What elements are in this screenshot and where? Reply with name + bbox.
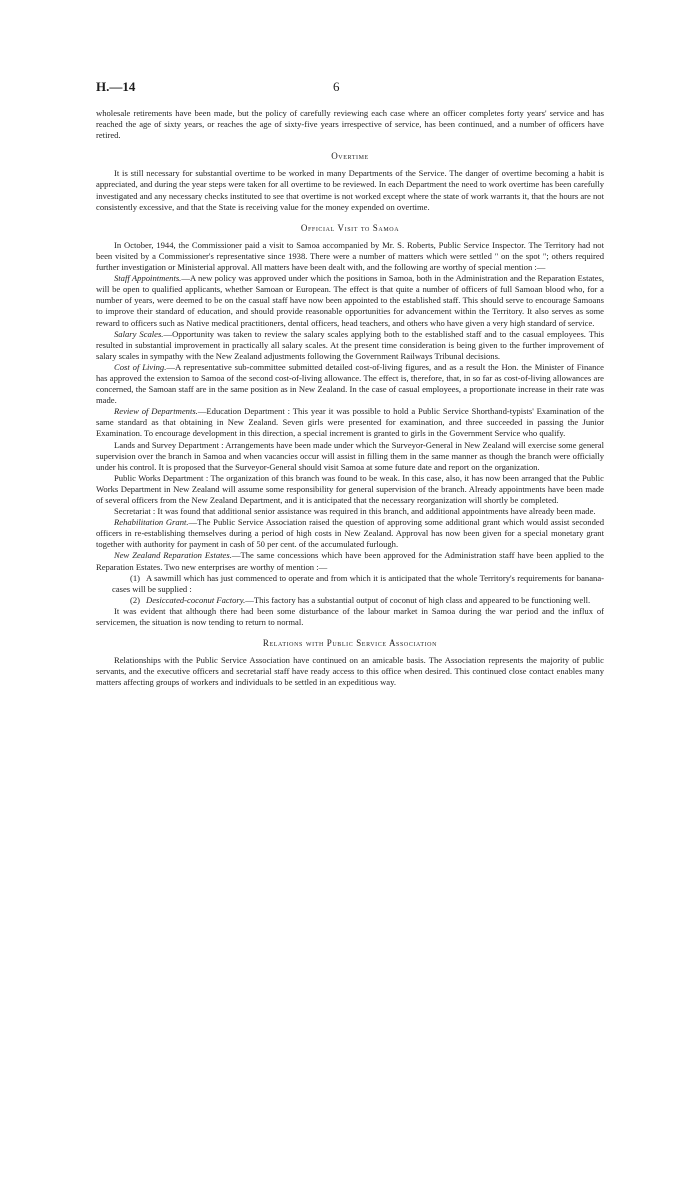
samoa-closing-paragraph: It was evident that although there had been some disturbance of the labour market in Samoa during the war period and the influx of servicemen, the situation is now tending to return to normal. [96,605,604,628]
cost-of-living-paragraph [96,362,604,406]
list-item [96,595,604,606]
lands-survey-paragraph: Lands and Survey Department : Arrangements have been made under which the Surveyor-General in New Zealand will exercise some general supervision over the branch in Samoa and when vacancies occur will assist in filling them in the same manner as though the branch were officially under his control. It is proposed that the Surveyor-General should visit Samoa at some future date and report on the organization. [96,439,604,472]
samoa-intro-paragraph: In October, 1944, the Commissioner paid a visit to Samoa accompanied by Mr. S. Roberts, Public Service Inspector. The Territory had not been visited by a Commissioner's representative since 1938. There were a number of matters which were settled " on the spot "; others required further investigation or Ministerial approval. All matters have been dealt with, and the following are worthy of special mention :— [96,239,604,273]
salary-scales-text: —Opportunity was taken to review the salary scales applying both to the established staff and to the casual employees. This resulted in substantial improvement in practically all salary scales. At the present time consideration is being given to the further improvement of salary scales in sympathy with the New Zealand adjustments following the Government Railways Tribunal decisions. [96,328,604,361]
samoa-heading: Official Visit to Samoa [300,222,400,233]
list-item [96,573,604,595]
rehabilitation-grant-text: —The Public Service Association raised the question of approving some additional grant which would assist seconded officers in re-establishing themselves during a period of high costs in New Zealand. Approval has now been given for a special monetary grant together with authority for payment in cash of 50 per cent. of the accumulated furlough. [96,517,605,550]
reparation-estates-text: —The same concessions which have been approved for the Administration staff have been applied to the Reparation Estates. Two new enterprises are worthy of mention :— [96,550,604,572]
page-number: 6 [333,79,340,94]
psa-heading: Relations with Public Service Association [262,638,438,649]
list-item-title: Desiccated-coconut Factory. [146,594,246,605]
rehabilitation-grant-title: Rehabilitation Grant. [114,517,189,528]
document-body [96,108,604,689]
list-marker: (1) [130,572,141,583]
staff-appointments-paragraph [96,273,604,328]
public-works-paragraph: Public Works Department : The organization of this branch was found to be weak. In this case, also, it has now been arranged that the Public Works Department in New Zealand will assume some responsibility for general supervision of the branch. Already appointments have been made of several officers from the New Zealand Department, and it is anticipated that the necessary reorganization will shortly be completed. [96,472,604,505]
overtime-heading: Overtime [331,151,369,162]
salary-scales-title: Salary Scales. [114,328,164,339]
page-header [96,79,604,97]
report-reference: H.—14 [96,79,136,94]
rehabilitation-grant-paragraph [96,517,604,550]
cost-of-living-title: Cost of Living. [114,361,167,372]
cost-of-living-text: —A representative sub-committee submitted detailed cost-of-living figures, and as a result the Hon. the Minister of Finance has approved the extension to Samoa of the second cost-of-living allowance. The effect is, therefore, that, in so far as cost-of-living allowances are concerned, the Samoan staff are in the same position as in New Zealand. In the case of casual employees, a proportionate increase in their rate was made. [96,361,604,406]
overtime-paragraph: It is still necessary for substantial overtime to be worked in many Departments of the Service. The danger of overtime becoming a habit is appreciated, and during the year steps were taken for all overtime to be reviewed. In each Department the need to work overtime has been carefully investigated and any necessary checks instituted to see that overtime is not worked except where the state of work warrants it, that the hours are not consistently excessive, and that the State is receiving value for the money expended on overtime. [96,168,604,212]
reparation-estates-paragraph [96,550,604,572]
salary-scales-paragraph [96,329,604,362]
secretariat-paragraph: Secretariat : It was found that additional senior assistance was required in this branch, and additional appointments have already been made. [114,506,596,517]
review-departments-paragraph [96,406,604,439]
staff-appointments-title: Staff Appointments. [114,273,182,284]
review-departments-text: —Education Department : This year it was possible to hold a Public Service Shorthand-typists' Examination of the same standard as that obtaining in New Zealand. Seven girls were presented for examination, and three succeeded in passing the Junior Examination. To encourage development in this direction, a special increment is granted to girls in the Government Service who qualify. [96,406,604,439]
staff-appointments-text: —A new policy was approved under which the positions in Samoa, both in the Administration and the Reparation Estates, will be open to qualified applicants, whether Samoan or European. The effect is that quite a number of officers of full Samoan blood who, for a number of years, were deemed to be on the casual staff have now been appointed to the established staff. This should serve to encourage Samoans to improve their standard of education, and should provide reasonable opportunities for advancement within the Territory. It also serves as some reward to officers such as Native medical practitioners, dental officers, head teachers, and others who have given a very high standard of service. [96,273,604,328]
intro-paragraph: wholesale retirements have been made, but the policy of carefully reviewing each case where an officer completes forty years' service and has reached the age of sixty years, or reaches the age of sixty-five years irrespective of service, has been continued, and a number of officers have retired. [96,108,604,141]
review-departments-title: Review of Departments. [114,406,198,417]
reparation-estates-title: New Zealand Reparation Estates. [114,550,232,561]
list-marker: (2) [130,594,141,605]
list-item-text: A sawmill which has just commenced to operate and from which it is anticipated that the whole Territory's requirements for banana-cases will be supplied : [112,572,604,594]
list-item-text: —This factory has a substantial output of coconut of high class and appeared to be functioning well. [245,594,591,605]
psa-paragraph: Relationships with the Public Service Association have continued on an amicable basis. The Association represents the majority of public servants, and the executive officers and secretarial staff have ready access to this office when desired. This continued close contact enables many matters affecting groups of workers and individuals to be settled in an expeditious way. [96,655,604,688]
